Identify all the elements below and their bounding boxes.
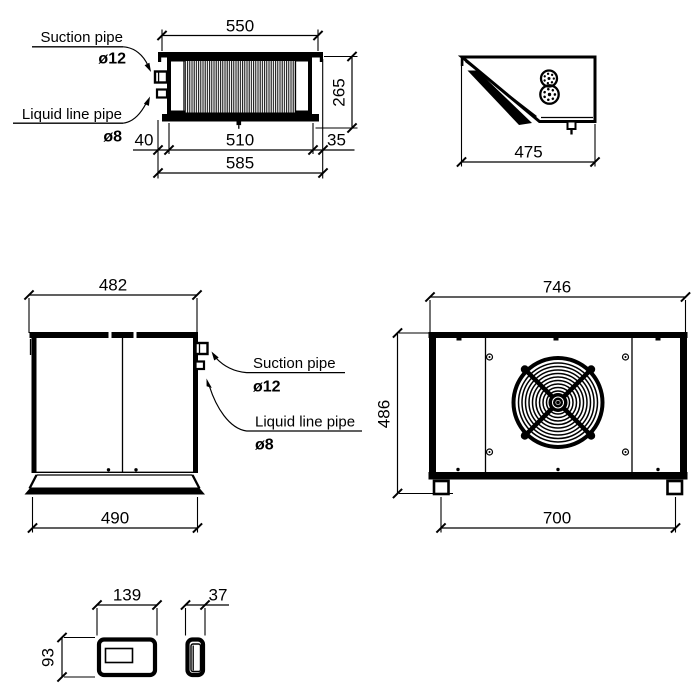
- controller-front-view: [99, 640, 155, 676]
- controller-side-view: [188, 640, 204, 676]
- liquid-pipe-callout: [13, 97, 150, 146]
- controller-display: [106, 649, 133, 663]
- panel-screw: [487, 354, 493, 360]
- rail-joint-tab: [457, 337, 462, 341]
- controller-views: [39, 586, 230, 682]
- liquid-pipe-diameter: ø8: [255, 436, 274, 454]
- dim-controller-width: [92, 586, 161, 636]
- drain-stub: [568, 122, 576, 130]
- rail-joint-gap: [134, 332, 137, 338]
- screw-dot: [456, 468, 459, 471]
- dim-value: 482: [98, 275, 128, 295]
- bottom-rail: [429, 472, 688, 480]
- profile-outline: [462, 57, 595, 122]
- base-bar: [25, 488, 206, 495]
- dim-feet-span: [436, 497, 680, 533]
- liquid-pipe-label: Liquid line pipe: [21, 106, 122, 123]
- suction-pipe-callout: [32, 29, 151, 72]
- liquid-pipe-label: Liquid line pipe: [255, 413, 356, 431]
- dim-value: 265: [329, 78, 349, 107]
- rail-joint-tab: [656, 337, 661, 341]
- dim-controller-depth: [181, 586, 229, 636]
- side-body: [25, 332, 208, 495]
- suction-pipe-diameter: ø12: [253, 378, 281, 396]
- leader-arrowhead: [207, 379, 212, 388]
- liquid-pipe-stub: [196, 362, 205, 370]
- suction-pipe-callout: [212, 352, 346, 396]
- dim-depth: [316, 52, 358, 133]
- dim-value: 490: [100, 508, 130, 528]
- dim-value: 585: [225, 153, 255, 173]
- skirt-flare-left: [30, 475, 37, 489]
- leader-line: [216, 358, 247, 373]
- foot-right: [668, 481, 683, 494]
- evaporator-body: [155, 52, 323, 129]
- dim-value: 510: [225, 130, 255, 150]
- front-body: [429, 332, 688, 494]
- top-rail: [30, 332, 199, 338]
- dim-value: 550: [225, 16, 255, 36]
- suction-pipe-label: Suction pipe: [40, 29, 123, 46]
- liquid-pipe-callout: [207, 379, 363, 454]
- rail-joint-tab: [554, 337, 559, 341]
- dim-controller-height: [39, 633, 96, 682]
- coil-fins-hatch: [185, 61, 295, 113]
- rail-joint-gap: [109, 332, 112, 338]
- fan-guard: [514, 358, 603, 447]
- monoblock-side-view: [24, 276, 362, 533]
- dim-side-top-width: [24, 276, 201, 334]
- drain-stub: [237, 122, 242, 126]
- dim-coil-width: [157, 17, 322, 52]
- suction-pipe-stub: [196, 343, 208, 354]
- dim-value: 486: [374, 399, 394, 429]
- dim-value: 93: [38, 648, 58, 667]
- leader-line: [123, 47, 148, 66]
- fan-hub: [549, 393, 568, 412]
- liquid-pipe-diameter: ø8: [103, 128, 122, 146]
- dim-value: 139: [112, 585, 142, 605]
- skirt-flare-right: [193, 475, 200, 489]
- bottom-rail: [162, 114, 319, 122]
- panel-screw: [487, 449, 493, 455]
- leader-line: [123, 104, 146, 124]
- top-flange: [158, 52, 323, 58]
- dim-value: 40: [134, 130, 154, 150]
- leader-arrowhead: [145, 63, 151, 72]
- monoblock-front-view: [375, 278, 691, 533]
- dim-value: 37: [208, 585, 228, 605]
- suction-pipe-diameter: ø12: [98, 50, 126, 68]
- dim-value: 475: [514, 142, 543, 162]
- evaporator-top-view: [13, 17, 358, 179]
- controller-side-inner: [191, 644, 201, 672]
- dim-value: 35: [327, 130, 346, 150]
- evaporator-side-profile-view: [457, 57, 600, 167]
- leader-line: [210, 387, 247, 432]
- liquid-pipe-stub: [157, 90, 167, 98]
- panel-screw: [623, 354, 629, 360]
- foot-left: [434, 481, 449, 494]
- dim-side-base-width: [28, 497, 202, 533]
- screw-dot: [556, 468, 559, 471]
- dim-value: 746: [542, 277, 572, 297]
- screw-dot: [656, 468, 659, 471]
- panel-screw: [623, 449, 629, 455]
- screw-dot: [134, 468, 137, 471]
- suction-pipe-label: Suction pipe: [253, 355, 336, 372]
- suction-pipe-stub: [155, 72, 167, 83]
- screw-dot: [107, 468, 110, 471]
- flange-end-tab: [158, 58, 161, 63]
- dim-value: 700: [542, 508, 572, 528]
- dim-total-width: [153, 154, 327, 178]
- dim-front-top-width: [425, 278, 690, 333]
